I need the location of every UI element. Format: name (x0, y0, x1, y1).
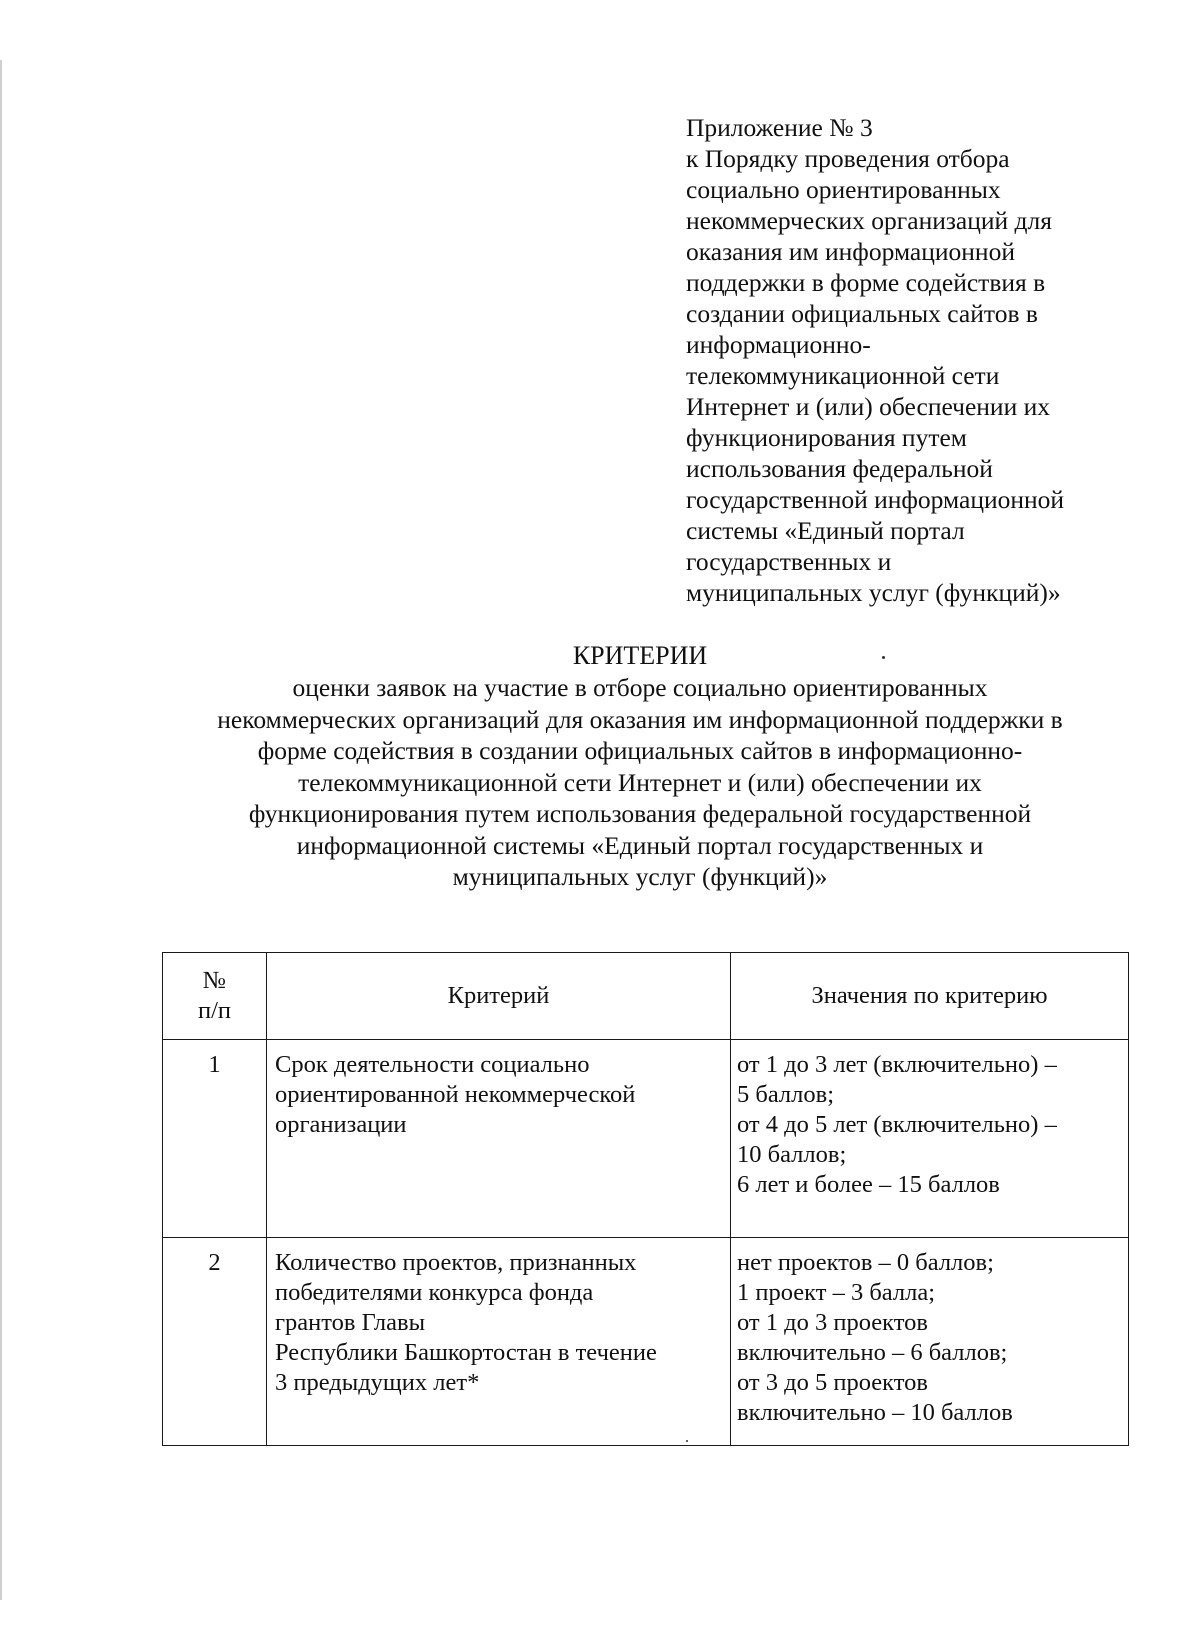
scan-speck (882, 656, 885, 659)
header-values: Значения по критерию (731, 953, 1129, 1040)
table-header-row (163, 953, 1129, 1040)
value-line: от 1 до 3 проектов (737, 1309, 928, 1336)
subtitle-line: функционирования путем использования федеральной государственной (248, 799, 1032, 828)
appendix-line: социально ориентированных (686, 175, 1001, 204)
document-heading (120, 640, 1160, 893)
appendix-line: муниципальных услуг (функций)» (686, 578, 1061, 607)
header-number-line: № (202, 967, 227, 994)
appendix-line: оказания им информационной (686, 237, 1015, 266)
appendix-line: государственных и (686, 547, 892, 576)
value-line: включительно – 6 баллов; (737, 1339, 1008, 1366)
header-number-line: п/п (197, 997, 232, 1024)
subtitle-line: информационной системы «Единый портал государственных и (296, 830, 984, 860)
appendix-line: поддержки в форме содействия в (686, 268, 1046, 297)
criterion-line: организации (275, 1111, 407, 1138)
value-line: от 1 до 3 лет (включительно) – (737, 1051, 1057, 1078)
scan-speck (686, 1440, 688, 1442)
appendix-line: к Порядку проведения отбора (686, 144, 1010, 173)
subtitle-line: некоммерческих организаций для оказания им информационной поддержки в (217, 704, 1063, 734)
subtitle-line: телекоммуникационной сети Интернет и (или) обеспечении их (298, 767, 982, 797)
subtitle-line: оценки заявок на участие в отборе социально ориентированных (292, 673, 988, 702)
header-criterion: Критерий (267, 953, 731, 1040)
value-line: нет проектов – 0 баллов; (737, 1249, 994, 1276)
table-row (163, 1238, 1129, 1446)
row-number: 1 (163, 1040, 267, 1238)
subtitle-line: муниципальных услуг (функций)» (452, 862, 828, 891)
subtitle-line: форме содействия в создании официальных сайтов в информационно- (257, 736, 1023, 765)
header-number (163, 953, 267, 1040)
document-title: КРИТЕРИИ (572, 641, 708, 670)
table-row (163, 1040, 1129, 1238)
appendix-line: телекоммуникационной сети (686, 361, 1000, 390)
appendix-line: функционирования путем (686, 423, 967, 452)
criterion-line: грантов Главы (275, 1309, 426, 1336)
appendix-reference (686, 112, 1156, 608)
value-line: 6 лет и более – 15 баллов (737, 1171, 1000, 1198)
value-line: от 3 до 5 проектов (737, 1369, 928, 1396)
value-line: 10 баллов; (737, 1141, 847, 1168)
criterion-line: Количество проектов, признанных (275, 1249, 637, 1276)
row-values (731, 1040, 1129, 1238)
criterion-line: ориентированной некоммерческой (275, 1081, 636, 1108)
criterion-line: победителями конкурса фонда (275, 1279, 594, 1306)
appendix-line: Интернет и (или) обеспечении их (686, 392, 1050, 421)
row-criterion (267, 1238, 731, 1446)
row-number: 2 (163, 1238, 267, 1446)
appendix-line: создании официальных сайтов в (686, 299, 1038, 328)
row-values (731, 1238, 1129, 1446)
appendix-line: информационно- (686, 330, 871, 359)
criterion-line: Республики Башкортостан в течение (275, 1339, 657, 1366)
appendix-line: Приложение № 3 (686, 113, 873, 142)
scan-edge (0, 60, 2, 1600)
appendix-line: некоммерческих организаций для (686, 206, 1052, 235)
appendix-line: системы «Единый портал (686, 516, 965, 545)
appendix-line: государственной информационной (686, 485, 1065, 514)
row-criterion (267, 1040, 731, 1238)
value-line: 5 баллов; (737, 1081, 835, 1108)
value-line: включительно – 10 баллов (737, 1399, 1013, 1426)
document-subtitle (120, 672, 1160, 893)
appendix-line: использования федеральной (686, 454, 993, 483)
criteria-table (162, 952, 1129, 1446)
criterion-line: Срок деятельности социально (275, 1051, 590, 1078)
criterion-line: 3 предыдущих лет* (275, 1369, 480, 1396)
value-line: от 4 до 5 лет (включительно) – (737, 1111, 1057, 1138)
value-line: 1 проект – 3 балла; (737, 1279, 936, 1306)
